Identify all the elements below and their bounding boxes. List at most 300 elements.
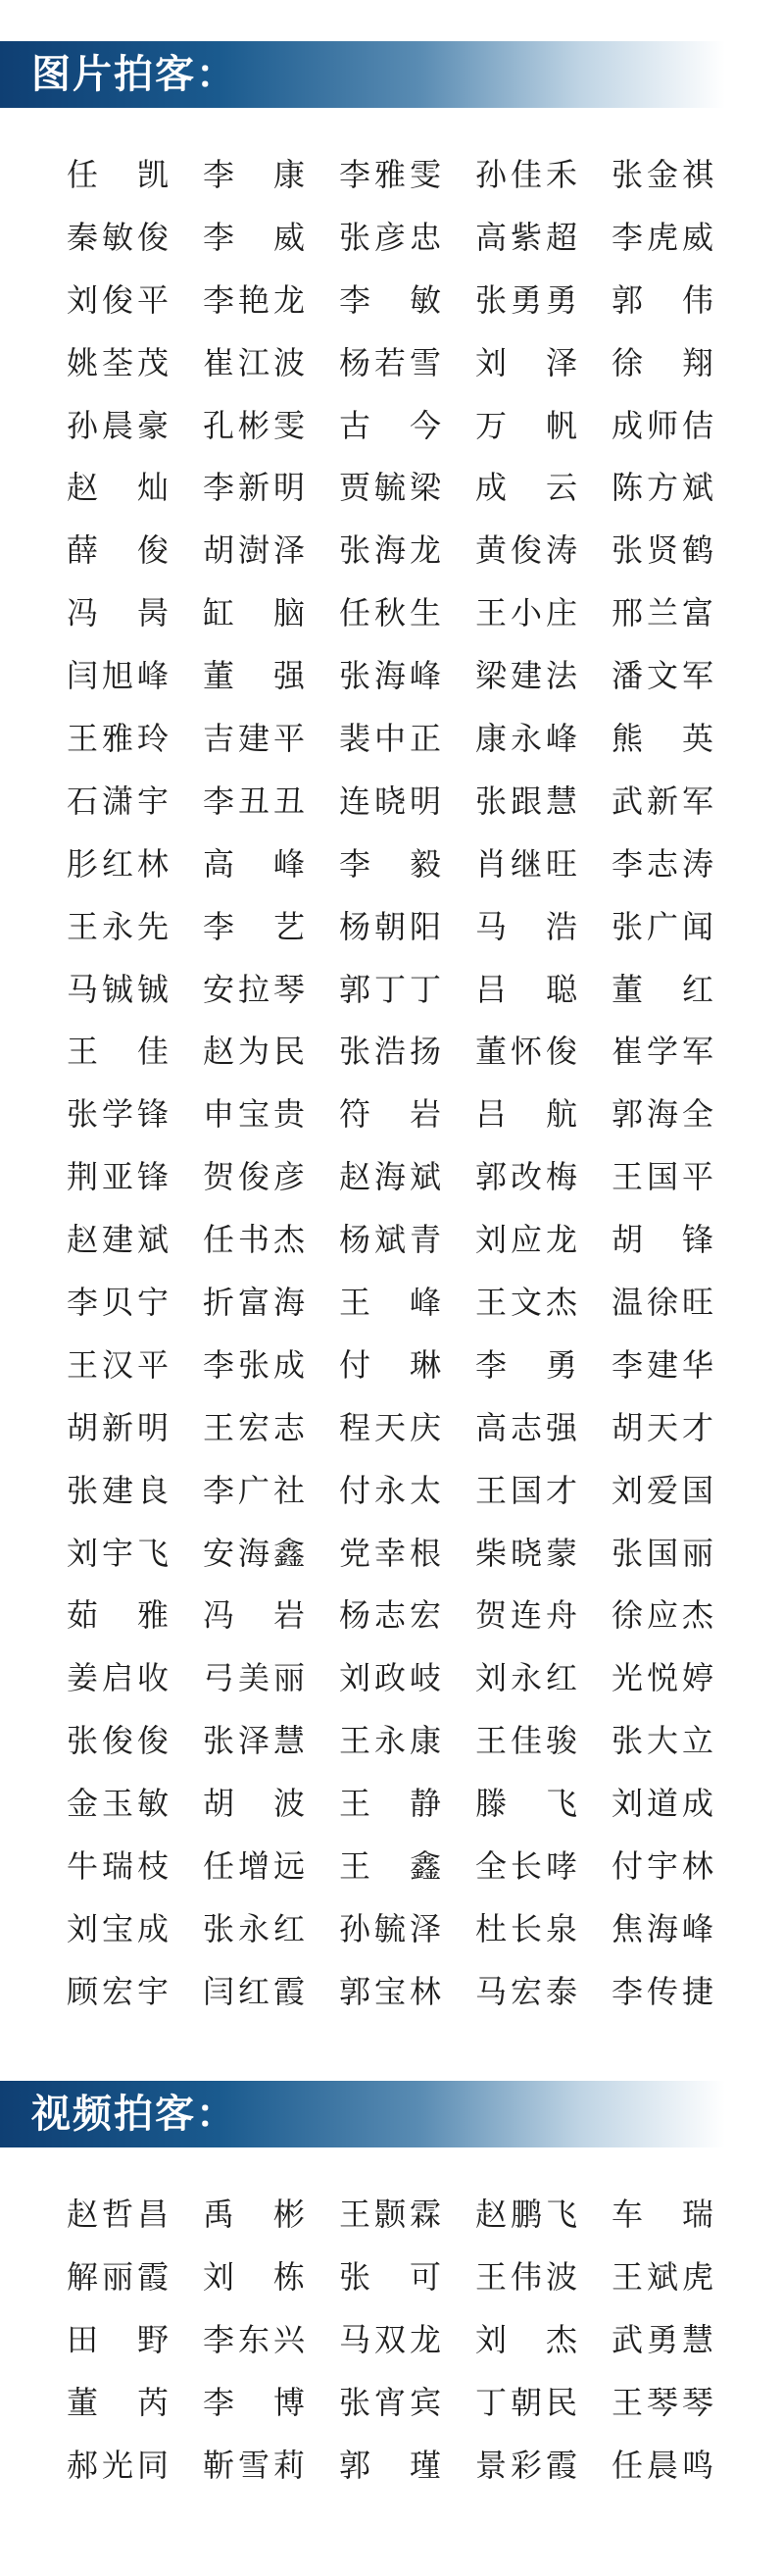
video-contributor-name bbox=[67, 2369, 169, 2432]
name-text: 崔 学 军 bbox=[612, 1033, 713, 1071]
name-text: 王 汉 平 bbox=[67, 1345, 169, 1384]
name-text: 郭 海 全 bbox=[612, 1095, 713, 1134]
photo-contributor-name bbox=[339, 517, 441, 580]
name-text: 顾 宏 宇 bbox=[67, 1972, 169, 2010]
name-text: 邢 兰 富 bbox=[612, 594, 713, 632]
name-text: 郭 瑾 bbox=[339, 2447, 441, 2484]
photo-contributor-name bbox=[203, 1707, 305, 1770]
name-text: 任 书 杰 bbox=[203, 1221, 305, 1259]
photo-contributor-name bbox=[612, 329, 713, 392]
name-text: 张 学 锋 bbox=[67, 1095, 169, 1134]
photo-contributor-name bbox=[203, 642, 305, 705]
name-text: 秦 敏 俊 bbox=[67, 218, 169, 256]
photo-contributor-name bbox=[612, 1895, 713, 1958]
photo-contributor-name bbox=[67, 1081, 169, 1143]
photo-contributor-name bbox=[339, 204, 441, 267]
photo-contributor-name bbox=[339, 956, 441, 1019]
name-text: 姜 启 收 bbox=[67, 1659, 169, 1697]
name-text: 张 可 bbox=[339, 2258, 441, 2296]
photo-contributor-name bbox=[67, 392, 169, 455]
photo-contributor-name bbox=[203, 1269, 305, 1332]
photo-contributor-name bbox=[339, 1582, 441, 1644]
video-section-title: 视频拍客： bbox=[31, 2092, 237, 2137]
video-contributor-name bbox=[67, 2432, 169, 2495]
photo-contributor-name bbox=[339, 1520, 441, 1583]
photo-contributor-name bbox=[612, 1770, 713, 1833]
name-text: 刘 道 成 bbox=[612, 1785, 713, 1823]
photo-contributor-name bbox=[203, 1770, 305, 1833]
photo-contributor-name bbox=[67, 642, 169, 705]
photo-contributor-name bbox=[203, 705, 305, 768]
video-contributor-name bbox=[475, 2432, 577, 2495]
photo-contributor-name bbox=[203, 454, 305, 517]
photo-contributor-name bbox=[612, 517, 713, 580]
photo-contributor-name bbox=[475, 329, 577, 392]
photo-contributor-name bbox=[475, 1895, 577, 1958]
name-text: 王 峰 bbox=[339, 1283, 441, 1321]
name-text: 张 永 红 bbox=[203, 1909, 305, 1947]
video-contributor-name bbox=[475, 2306, 577, 2369]
video-contributor-name bbox=[67, 2181, 169, 2244]
photo-contributor-name bbox=[203, 956, 305, 1019]
name-text: 孔 彬 雯 bbox=[203, 406, 305, 444]
photo-contributor-name bbox=[339, 1833, 441, 1895]
name-text: 王 国 平 bbox=[612, 1158, 713, 1196]
video-contributor-name bbox=[339, 2181, 441, 2244]
photo-contributor-name bbox=[475, 1582, 577, 1644]
video-contributor-name bbox=[612, 2432, 713, 2495]
name-text: 弓 美 丽 bbox=[203, 1659, 305, 1697]
photo-contributor-name bbox=[339, 1707, 441, 1770]
name-text: 王 小 庄 bbox=[475, 594, 577, 632]
photo-contributor-name bbox=[203, 1143, 305, 1206]
name-text: 张 浩 扬 bbox=[339, 1033, 441, 1071]
photo-contributor-name bbox=[475, 1206, 577, 1269]
name-text: 董 芮 bbox=[67, 2384, 169, 2421]
name-text: 张 勇 勇 bbox=[475, 280, 577, 319]
name-text: 郭 宝 林 bbox=[339, 1972, 441, 2010]
photo-contributor-name bbox=[612, 1833, 713, 1895]
video-contributor-name bbox=[475, 2181, 577, 2244]
photo-contributor-name bbox=[475, 580, 577, 642]
name-text: 李 传 捷 bbox=[612, 1972, 713, 2010]
name-text: 张 海 峰 bbox=[339, 657, 441, 695]
name-text: 胡 澍 泽 bbox=[203, 531, 305, 570]
photo-contributor-name bbox=[339, 1644, 441, 1707]
name-text: 黄 俊 涛 bbox=[475, 531, 577, 570]
name-text: 吕 聪 bbox=[475, 970, 577, 1008]
name-text: 古 今 bbox=[339, 406, 441, 444]
photo-contributor-name bbox=[67, 454, 169, 517]
photo-contributor-name bbox=[339, 705, 441, 768]
name-text: 刘 杰 bbox=[475, 2321, 577, 2358]
name-text: 光 悦 婷 bbox=[612, 1659, 713, 1697]
name-text: 王 琴 琴 bbox=[612, 2384, 713, 2421]
photo-contributor-name bbox=[612, 1958, 713, 2021]
photo-section-banner bbox=[0, 41, 725, 108]
photo-contributor-name bbox=[203, 580, 305, 642]
name-text: 潘 文 军 bbox=[612, 657, 713, 695]
photo-contributor-name bbox=[67, 1206, 169, 1269]
name-text: 田 野 bbox=[67, 2321, 169, 2358]
name-text: 任 增 远 bbox=[203, 1846, 305, 1885]
photo-contributor-name bbox=[612, 1206, 713, 1269]
photo-contributor-name bbox=[612, 1520, 713, 1583]
video-contributor-name bbox=[339, 2432, 441, 2495]
photo-contributor-name bbox=[475, 1958, 577, 2021]
name-text: 贾 毓 梁 bbox=[339, 469, 441, 507]
name-text: 贺 连 舟 bbox=[475, 1596, 577, 1635]
video-contributor-name bbox=[203, 2306, 305, 2369]
photo-contributor-name bbox=[475, 956, 577, 1019]
name-text: 张 跟 慧 bbox=[475, 782, 577, 820]
name-text: 安 海 鑫 bbox=[203, 1534, 305, 1572]
name-text: 车 瑞 bbox=[612, 2196, 713, 2233]
photo-contributor-name bbox=[203, 1081, 305, 1143]
name-text: 李 丑 丑 bbox=[203, 782, 305, 820]
photo-contributor-name bbox=[203, 1394, 305, 1457]
name-text: 李 新 明 bbox=[203, 469, 305, 507]
name-text: 任 秋 生 bbox=[339, 594, 441, 632]
name-text: 张 广 闻 bbox=[612, 907, 713, 945]
name-text: 李 雅 雯 bbox=[339, 155, 441, 193]
name-text: 焦 海 峰 bbox=[612, 1909, 713, 1947]
photo-contributor-name bbox=[203, 1644, 305, 1707]
video-contributor-name bbox=[339, 2244, 441, 2306]
photo-contributor-name bbox=[475, 1081, 577, 1143]
photo-contributor-name bbox=[612, 454, 713, 517]
name-text: 王 静 bbox=[339, 1785, 441, 1823]
photo-contributor-name bbox=[475, 1394, 577, 1457]
photo-contributor-name bbox=[67, 831, 169, 893]
name-text: 杜 长 泉 bbox=[475, 1909, 577, 1947]
photo-contributor-name bbox=[612, 580, 713, 642]
name-text: 高 紫 超 bbox=[475, 218, 577, 256]
name-text: 李 志 涛 bbox=[612, 844, 713, 883]
photo-contributor-name bbox=[475, 392, 577, 455]
photo-contributor-name bbox=[67, 267, 169, 329]
video-contributor-name bbox=[612, 2306, 713, 2369]
name-text: 冯 岩 bbox=[203, 1596, 305, 1635]
photo-contributor-name bbox=[203, 1582, 305, 1644]
name-text: 李 艺 bbox=[203, 907, 305, 945]
name-text: 景 彩 霞 bbox=[475, 2447, 577, 2484]
photo-contributor-name bbox=[475, 705, 577, 768]
photo-contributor-name bbox=[203, 141, 305, 204]
photo-contributor-name bbox=[339, 329, 441, 392]
photo-contributor-name bbox=[67, 1018, 169, 1081]
photo-contributor-name bbox=[612, 1582, 713, 1644]
name-text: 刘 栋 bbox=[203, 2258, 305, 2296]
name-text: 李 敏 bbox=[339, 280, 441, 319]
photo-contributor-name bbox=[67, 768, 169, 831]
name-text: 郭 丁 丁 bbox=[339, 970, 441, 1008]
photo-contributor-name bbox=[67, 705, 169, 768]
photo-contributor-name bbox=[475, 642, 577, 705]
name-text: 付 永 太 bbox=[339, 1471, 441, 1509]
name-text: 成 云 bbox=[475, 469, 577, 507]
name-text: 张 金 祺 bbox=[612, 155, 713, 193]
name-text: 赵 鹏 飞 bbox=[475, 2196, 577, 2233]
photo-contributor-name bbox=[475, 517, 577, 580]
photo-contributor-name bbox=[67, 956, 169, 1019]
photo-contributor-name bbox=[475, 893, 577, 956]
photo-contributor-name bbox=[612, 893, 713, 956]
name-text: 张 俊 俊 bbox=[67, 1722, 169, 1760]
photo-contributor-name bbox=[203, 1833, 305, 1895]
name-text: 孙 佳 禾 bbox=[475, 155, 577, 193]
video-contributor-name bbox=[475, 2369, 577, 2432]
photo-contributor-name bbox=[67, 329, 169, 392]
photo-contributor-name bbox=[475, 1332, 577, 1394]
name-text: 李 博 bbox=[203, 2384, 305, 2421]
name-text: 温 徐 旺 bbox=[612, 1283, 713, 1321]
photo-contributor-name bbox=[67, 1644, 169, 1707]
photo-contributor-name bbox=[339, 1018, 441, 1081]
name-text: 王 佳 骏 bbox=[475, 1722, 577, 1760]
name-text: 付 宇 林 bbox=[612, 1846, 713, 1885]
name-text: 程 天 庆 bbox=[339, 1408, 441, 1446]
photo-contributor-name bbox=[612, 1143, 713, 1206]
name-text: 张 建 良 bbox=[67, 1471, 169, 1509]
name-text: 任 凯 bbox=[67, 155, 169, 193]
name-text: 肖 继 旺 bbox=[475, 844, 577, 883]
name-text: 吕 航 bbox=[475, 1095, 577, 1134]
name-text: 闫 旭 峰 bbox=[67, 657, 169, 695]
name-text: 杨 若 雪 bbox=[339, 343, 441, 381]
photo-contributor-name bbox=[339, 141, 441, 204]
photo-contributor-name bbox=[339, 1958, 441, 2021]
name-text: 王 宏 志 bbox=[203, 1408, 305, 1446]
name-text: 滕 飞 bbox=[475, 1785, 577, 1823]
name-text: 王 雅 玲 bbox=[67, 719, 169, 757]
name-text: 王 鑫 bbox=[339, 1846, 441, 1885]
photo-contributors-grid bbox=[67, 141, 733, 2021]
photo-contributor-name bbox=[203, 1206, 305, 1269]
name-text: 李 建 华 bbox=[612, 1345, 713, 1384]
name-text: 董 红 bbox=[612, 970, 713, 1008]
photo-contributor-name bbox=[203, 1520, 305, 1583]
photo-contributor-name bbox=[612, 1457, 713, 1520]
name-text: 马 铖 铖 bbox=[67, 970, 169, 1008]
name-text: 李 虎 威 bbox=[612, 218, 713, 256]
photo-contributor-name bbox=[67, 1707, 169, 1770]
name-text: 陈 方 斌 bbox=[612, 469, 713, 507]
photo-contributor-name bbox=[67, 141, 169, 204]
photo-contributor-name bbox=[475, 267, 577, 329]
photo-contributor-name bbox=[612, 1269, 713, 1332]
name-text: 胡 波 bbox=[203, 1785, 305, 1823]
name-text: 赵 哲 昌 bbox=[67, 2196, 169, 2233]
name-text: 高 志 强 bbox=[475, 1408, 577, 1446]
name-text: 符 岩 bbox=[339, 1095, 441, 1134]
photo-contributor-name bbox=[67, 1833, 169, 1895]
photo-contributor-name bbox=[203, 893, 305, 956]
name-text: 刘 爱 国 bbox=[612, 1471, 713, 1509]
name-text: 赵 为 民 bbox=[203, 1033, 305, 1071]
photo-contributor-name bbox=[67, 580, 169, 642]
video-contributor-name bbox=[203, 2432, 305, 2495]
name-text: 李 艳 龙 bbox=[203, 280, 305, 319]
photo-contributor-name bbox=[475, 1707, 577, 1770]
name-text: 徐 应 杰 bbox=[612, 1596, 713, 1635]
name-text: 解 丽 霞 bbox=[67, 2258, 169, 2296]
name-text: 康 永 峰 bbox=[475, 719, 577, 757]
name-text: 刘 泽 bbox=[475, 343, 577, 381]
name-text: 禹 彬 bbox=[203, 2196, 305, 2233]
video-contributor-name bbox=[612, 2244, 713, 2306]
name-text: 闫 红 霞 bbox=[203, 1972, 305, 2010]
name-text: 张 宵 宾 bbox=[339, 2384, 441, 2421]
photo-contributor-name bbox=[67, 1269, 169, 1332]
photo-contributor-name bbox=[67, 893, 169, 956]
photo-contributor-name bbox=[475, 1143, 577, 1206]
photo-contributor-name bbox=[612, 1394, 713, 1457]
name-text: 郝 光 同 bbox=[67, 2447, 169, 2484]
photo-contributor-name bbox=[203, 1018, 305, 1081]
video-contributor-name bbox=[339, 2306, 441, 2369]
photo-contributor-name bbox=[339, 893, 441, 956]
name-text: 胡 新 明 bbox=[67, 1408, 169, 1446]
video-contributor-name bbox=[67, 2306, 169, 2369]
name-text: 吉 建 平 bbox=[203, 719, 305, 757]
name-text: 崔 江 波 bbox=[203, 343, 305, 381]
photo-contributor-name bbox=[612, 1644, 713, 1707]
video-contributor-name bbox=[203, 2181, 305, 2244]
name-text: 赵 灿 bbox=[67, 469, 169, 507]
name-text: 熊 英 bbox=[612, 719, 713, 757]
name-text: 徐 翔 bbox=[612, 343, 713, 381]
video-contributor-name bbox=[203, 2369, 305, 2432]
name-text: 靳 雪 莉 bbox=[203, 2447, 305, 2484]
photo-contributor-name bbox=[612, 1018, 713, 1081]
photo-contributor-name bbox=[475, 1770, 577, 1833]
name-text: 刘 永 红 bbox=[475, 1659, 577, 1697]
photo-contributor-name bbox=[612, 267, 713, 329]
photo-contributor-name bbox=[67, 1457, 169, 1520]
photo-contributor-name bbox=[339, 454, 441, 517]
name-text: 王 颢 霖 bbox=[339, 2196, 441, 2233]
name-text: 柴 晓 蒙 bbox=[475, 1534, 577, 1572]
name-text: 姚 荃 茂 bbox=[67, 343, 169, 381]
photo-contributor-name bbox=[203, 1895, 305, 1958]
photo-contributor-name bbox=[475, 204, 577, 267]
photo-contributor-name bbox=[203, 768, 305, 831]
name-text: 王 永 康 bbox=[339, 1722, 441, 1760]
name-text: 裴 中 正 bbox=[339, 719, 441, 757]
name-text: 马 双 龙 bbox=[339, 2321, 441, 2358]
photo-contributor-name bbox=[339, 768, 441, 831]
name-text: 李 勇 bbox=[475, 1345, 577, 1384]
name-text: 刘 宇 飞 bbox=[67, 1534, 169, 1572]
photo-contributor-name bbox=[612, 768, 713, 831]
photo-contributor-name bbox=[612, 392, 713, 455]
name-text: 刘 政 岐 bbox=[339, 1659, 441, 1697]
name-text: 茹 雅 bbox=[67, 1596, 169, 1635]
photo-contributor-name bbox=[203, 204, 305, 267]
name-text: 武 新 军 bbox=[612, 782, 713, 820]
name-text: 张 国 丽 bbox=[612, 1534, 713, 1572]
photo-contributor-name bbox=[203, 1958, 305, 2021]
photo-contributor-name bbox=[475, 768, 577, 831]
photo-contributor-name bbox=[475, 831, 577, 893]
name-text: 张 贤 鹤 bbox=[612, 531, 713, 570]
video-contributor-name bbox=[339, 2369, 441, 2432]
name-text: 董 强 bbox=[203, 657, 305, 695]
photo-contributor-name bbox=[339, 1770, 441, 1833]
photo-contributor-name bbox=[339, 831, 441, 893]
name-text: 丁 朝 民 bbox=[475, 2384, 577, 2421]
video-contributors-grid bbox=[67, 2181, 733, 2495]
name-text: 党 幸 根 bbox=[339, 1534, 441, 1572]
photo-contributor-name bbox=[612, 204, 713, 267]
name-text: 折 富 海 bbox=[203, 1283, 305, 1321]
photo-contributor-name bbox=[339, 1206, 441, 1269]
name-text: 张 海 龙 bbox=[339, 531, 441, 570]
photo-contributor-name bbox=[475, 1457, 577, 1520]
photo-contributor-name bbox=[475, 1833, 577, 1895]
name-text: 牛 瑞 枝 bbox=[67, 1846, 169, 1885]
photo-contributor-name bbox=[339, 1394, 441, 1457]
video-contributor-name bbox=[612, 2181, 713, 2244]
name-text: 李 毅 bbox=[339, 844, 441, 883]
name-text: 李 张 成 bbox=[203, 1345, 305, 1384]
name-text: 荆 亚 锋 bbox=[67, 1158, 169, 1196]
photo-contributor-name bbox=[339, 392, 441, 455]
photo-contributor-name bbox=[67, 1958, 169, 2021]
name-text: 李 广 社 bbox=[203, 1471, 305, 1509]
photo-contributor-name bbox=[339, 1895, 441, 1958]
name-text: 万 帆 bbox=[475, 406, 577, 444]
photo-contributor-name bbox=[203, 329, 305, 392]
photo-contributor-name bbox=[612, 1332, 713, 1394]
name-text: 缸 脑 bbox=[203, 594, 305, 632]
name-text: 马 浩 bbox=[475, 907, 577, 945]
name-text: 孙 毓 泽 bbox=[339, 1909, 441, 1947]
photo-contributor-name bbox=[475, 1520, 577, 1583]
photo-contributor-name bbox=[612, 1707, 713, 1770]
name-text: 任 晨 鸣 bbox=[612, 2447, 713, 2484]
name-text: 刘 宝 成 bbox=[67, 1909, 169, 1947]
photo-contributor-name bbox=[203, 831, 305, 893]
name-text: 薛 俊 bbox=[67, 531, 169, 570]
photo-contributor-name bbox=[339, 1332, 441, 1394]
name-text: 李 康 bbox=[203, 155, 305, 193]
photo-contributor-name bbox=[67, 1895, 169, 1958]
photo-contributor-name bbox=[612, 141, 713, 204]
name-text: 付 琳 bbox=[339, 1345, 441, 1384]
photo-contributor-name bbox=[67, 1582, 169, 1644]
photo-contributor-name bbox=[612, 956, 713, 1019]
name-text: 肜 红 林 bbox=[67, 844, 169, 883]
name-text: 张 大 立 bbox=[612, 1722, 713, 1760]
video-contributor-name bbox=[612, 2369, 713, 2432]
name-text: 王 斌 虎 bbox=[612, 2258, 713, 2296]
photo-contributor-name bbox=[612, 831, 713, 893]
photo-contributor-name bbox=[67, 1143, 169, 1206]
name-text: 连 晓 明 bbox=[339, 782, 441, 820]
name-text: 张 彦 忠 bbox=[339, 218, 441, 256]
photo-contributor-name bbox=[475, 1269, 577, 1332]
photo-contributor-name bbox=[67, 1394, 169, 1457]
video-contributor-name bbox=[203, 2244, 305, 2306]
name-text: 杨 斌 青 bbox=[339, 1221, 441, 1259]
name-text: 胡 锋 bbox=[612, 1221, 713, 1259]
photo-contributor-name bbox=[339, 1081, 441, 1143]
name-text: 王 文 杰 bbox=[475, 1283, 577, 1321]
name-text: 高 峰 bbox=[203, 844, 305, 883]
photo-contributor-name bbox=[203, 1457, 305, 1520]
